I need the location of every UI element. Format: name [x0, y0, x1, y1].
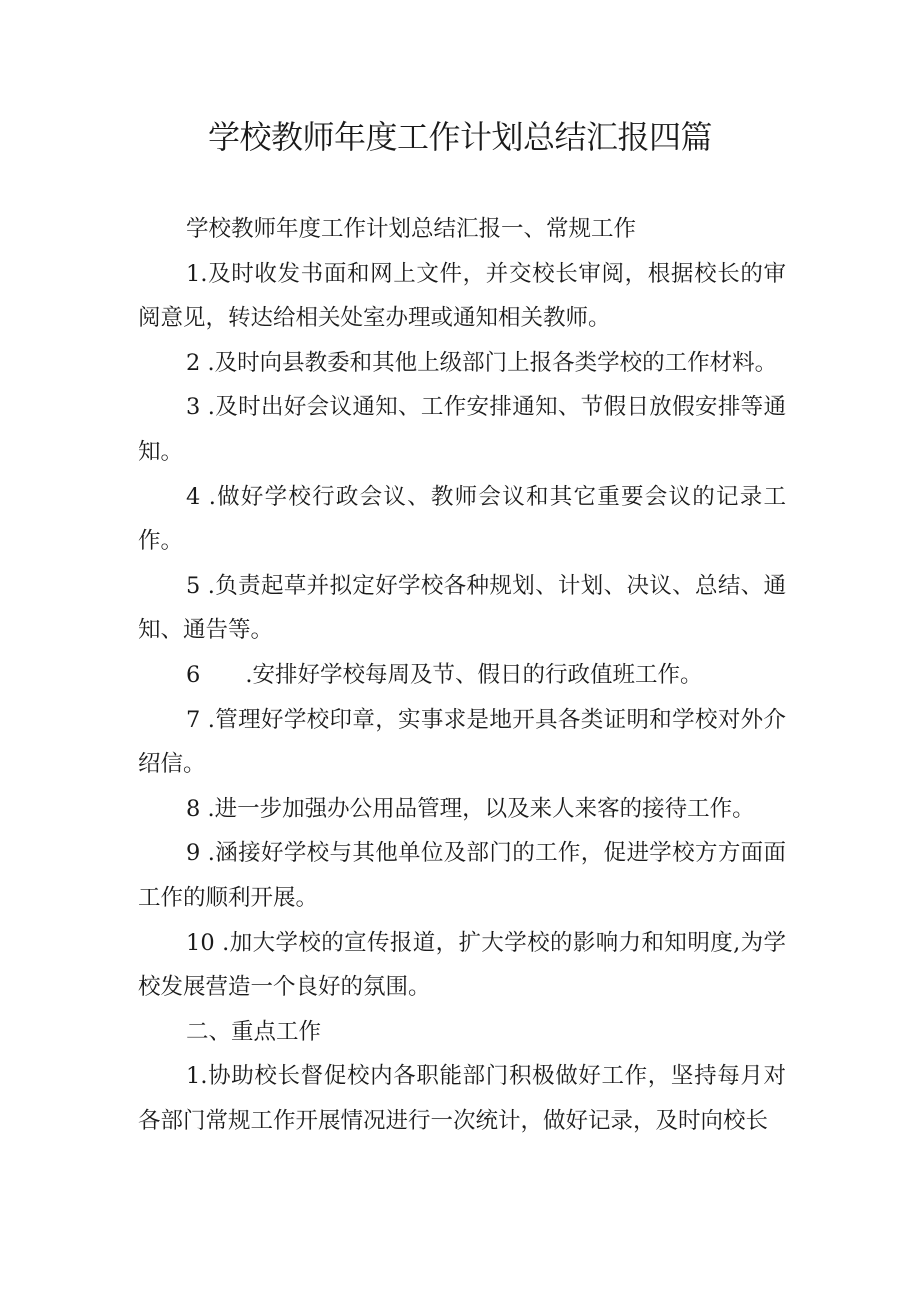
paragraph-item-2: 2 .及时向县教委和其他上级部门上报各类学校的工作材料。 — [186, 349, 778, 376]
paragraph-item-7: 7 .管理好学校印章，实事求是地开具各类证明和学校对外介绍信。 — [138, 706, 786, 778]
paragraph-key-item-1: 1.协助校长督促校内各职能部门积极做好工作，坚持每月对各部门常规工作开展情况进行一次统计，做好记录，及时向校长 — [138, 1063, 786, 1134]
document-title: 学校教师年度工作计划总结汇报四篇 — [207, 118, 712, 156]
section-heading-key-work: 二、重点工作 — [186, 1018, 322, 1045]
paragraph-item-1: 1.及时收发书面和网上文件，并交校长审阅，根据校长的审阅意见，转达给相关处室办理或通知相关教师。 — [138, 260, 786, 332]
paragraph-item-9: 9 .涵接好学校与其他单位及部门的工作，促进学校方方面面工作的顺利开展。 — [138, 840, 786, 911]
paragraph-item-5: 5 .负责起草并拟定好学校各种规划、计划、决议、总结、通知、通告等。 — [138, 572, 786, 644]
paragraph-item-4: 4 .做好学校行政会议、教师会议和其它重要会议的记录工作。 — [138, 483, 786, 555]
paragraph-intro: 学校教师年度工作计划总结汇报一、常规工作 — [186, 216, 637, 242]
paragraph-item-6: 6 .安排好学校每周及节、假日的行政值班工作。 — [186, 661, 703, 688]
paragraph-item-8: 8 .进一步加强办公用品管理，以及来人来客的接待工作。 — [186, 795, 755, 822]
paragraph-item-3: 3 .及时出好会议通知、工作安排通知、节假日放假安排等通知。 — [138, 394, 786, 465]
document-body — [138, 207, 786, 1143]
paragraph-item-10: 10 .加大学校的宣传报道，扩大学校的影响力和知明度,为学校发展营造一个良好的氛围。 — [138, 929, 786, 1001]
